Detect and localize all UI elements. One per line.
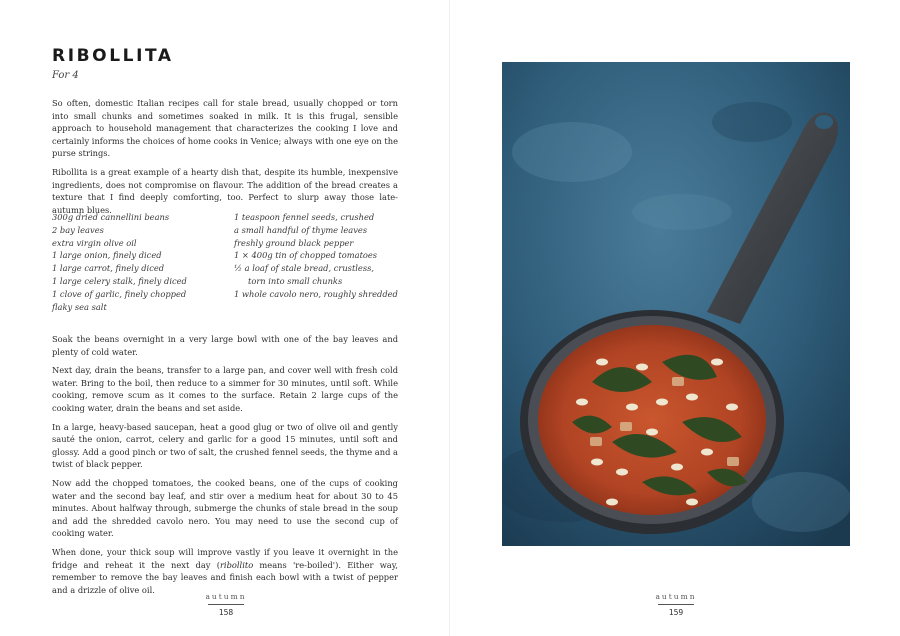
recipe-method: [52, 333, 398, 602]
ingredient-item: 1 whole cavolo nero, roughly shredded: [234, 288, 398, 299]
footer-rule: [208, 604, 244, 605]
ingredient-item: ½ a loaf of stale bread, crustless,: [234, 263, 374, 274]
ribollita-photo: [502, 62, 850, 546]
ingredient-list: [52, 211, 398, 313]
ingredient-column-right: [234, 211, 398, 313]
page-footer-right: [646, 592, 706, 617]
italian-term: ribollito: [219, 559, 254, 570]
page-number: 158: [218, 608, 234, 617]
ingredient-item: extra virgin olive oil: [52, 237, 137, 248]
method-step: In a large, heavy-based saucepan, heat a good glug or two of olive oil and gently sauté the onion, carrot, celery and garlic for a good 15 minutes, until soft and glossy. Add a good pinch or two of salt, the crushed fennel seeds, the thyme and a twist of black pepper.: [52, 421, 398, 470]
ingredient-item: torn into small chunks: [248, 275, 343, 286]
ingredient-item: 2 bay leaves: [52, 224, 104, 235]
intro-paragraph: So often, domestic Italian recipes call for stale bread, usually chopped or torn into small chunks and sometimes soaked in milk. It is this frugal, sensible approach to household management that characterizes the cooking I love and certainly informs the choices of home cooks in Venice; always with one eye on the purse strings.: [52, 98, 398, 159]
recipe-intro: [52, 97, 398, 222]
ingredient-item: 1 × 400g tin of chopped tomatoes: [234, 250, 378, 261]
handle-hole: [815, 115, 833, 129]
page-footer-left: [196, 592, 256, 617]
intro-paragraph: Ribollita is a great example of a hearty dish that, despite its humble, inexpensive ingredients, does not compromise on flavour. The addition of the bread creates a texture that I find deeply comforting, too. Perfect to slurp away those late-autumn blues.: [52, 166, 398, 215]
method-step: Now add the chopped tomatoes, the cooked beans, one of the cups of cooking water and the second bay leaf, and stir over a medium heat for about 30 to 45 minutes. About halfway through, submerge the chunks of stale bread in the soup and add the shredded cavolo nero. You may need to use the second cup of cooking water.: [52, 477, 398, 539]
ingredient-item: 1 large carrot, finely diced: [52, 263, 165, 274]
recipe-serves: For 4: [52, 70, 79, 81]
ingredient-item: 1 large onion, finely diced: [52, 250, 162, 261]
method-step: Soak the beans overnight in a very large bowl with one of the bay leaves and plenty of cold water.: [52, 334, 398, 357]
method-text: means 're-boiled'). Either way, remember to remove the bay leaves and finish each bowl with a twist of pepper and a drizzle of olive oil.: [52, 559, 398, 595]
section-label: autumn: [205, 592, 247, 601]
section-label: autumn: [655, 592, 697, 601]
method-step: [52, 546, 398, 596]
ingredient-item: flaky sea salt: [52, 301, 107, 312]
ingredient-item: 300g dried cannellini beans: [52, 212, 170, 222]
method-text: When done, your thick soup will improve vastly if you leave it overnight in the fridge and reheat it the next day (: [52, 546, 398, 570]
method-step: Next day, drain the beans, transfer to a large pan, and cover well with fresh cold water. Bring to the boil, then reduce to a simmer for 30 minutes, until soft. While cooking, remove scum as it comes to the surface. Retain 2 large cups of the cooking water, drain the beans and set aside.: [52, 365, 398, 413]
ingredient-item: 1 large celery stalk, finely diced: [52, 275, 187, 286]
ingredient-item: 1 teaspoon fennel seeds, crushed: [234, 212, 375, 222]
ingredient-item: a small handful of thyme leaves: [234, 224, 368, 235]
ingredient-item: 1 clove of garlic, finely chopped: [52, 288, 187, 299]
footer-rule: [658, 604, 694, 605]
page-number: 159: [668, 608, 684, 617]
right-page: [450, 0, 900, 636]
recipe-title: RIBOLLITA: [52, 46, 174, 66]
ingredient-column-left: [52, 211, 234, 313]
soup-pan-illustration: [502, 62, 850, 546]
ingredient-item: freshly ground black pepper: [234, 237, 354, 248]
